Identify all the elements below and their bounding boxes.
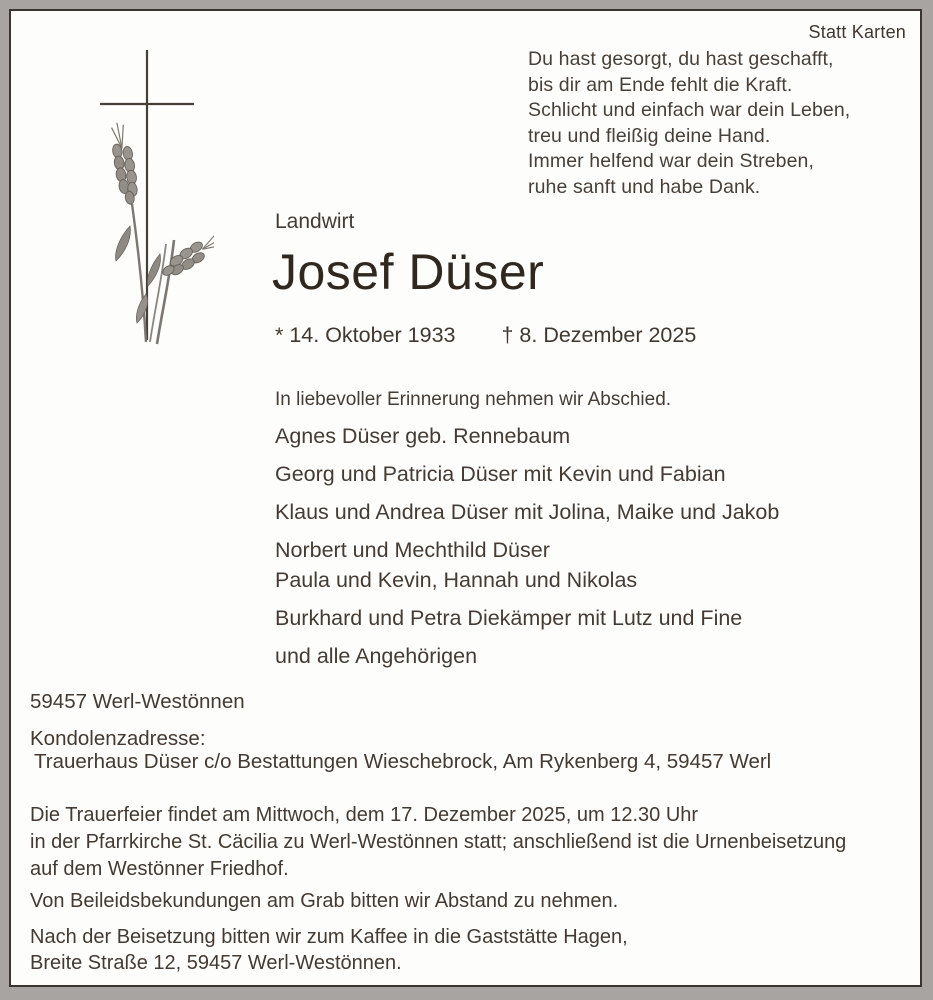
life-dates <box>275 323 696 348</box>
mourner-line: Burkhard und Petra Diekämper mit Lutz und Fine <box>275 606 743 630</box>
profession-label: Landwirt <box>275 210 355 233</box>
condolence-address: Trauerhaus Düser c/o Bestattungen Wieschebrock, Am Rykenberg 4, 59457 Werl <box>34 750 772 773</box>
mourner-line: Klaus und Andrea Düser mit Jolina, Maike und Jakob <box>275 500 780 524</box>
mourner-line: und alle Angehörigen <box>275 644 478 668</box>
poem-line: Du hast gesorgt, du hast geschafft, <box>528 48 834 70</box>
mourner-line: Paula und Kevin, Hannah und Nikolas <box>275 568 638 592</box>
grave-condolence-note: Von Beileidsbekundungen am Grab bitten wir Abstand zu nehmen. <box>30 890 619 912</box>
statt-karten-note: Statt Karten <box>808 22 906 42</box>
farewell-line: In liebevoller Erinnerung nehmen wir Abschied. <box>275 389 672 410</box>
mourner-line: Agnes Düser geb. Rennebaum <box>275 424 571 448</box>
poem-line: bis dir am Ende fehlt die Kraft. <box>528 73 793 96</box>
poem-line: ruhe sanft und habe Dank. <box>528 175 761 198</box>
mourner-line: Georg und Patricia Düser mit Kevin und Fabian <box>275 462 726 486</box>
death-date: † 8. Dezember 2025 <box>501 323 697 347</box>
poem-line: Immer helfend war dein Streben, <box>528 150 814 173</box>
service-line: in der Pfarrkirche St. Cäcilia zu Werl-Westönnen statt; anschließend ist die Urnenbeisetzung <box>30 831 847 853</box>
poem-line: treu und fleißig deine Hand. <box>528 124 771 147</box>
coffee-line: Breite Straße 12, 59457 Werl-Westönnen. <box>30 952 402 974</box>
service-line: auf dem Westönner Friedhof. <box>30 858 289 880</box>
birth-date: * 14. Oktober 1933 <box>275 323 456 347</box>
memorial-poem <box>528 47 850 201</box>
city-line: 59457 Werl-Westönnen <box>30 690 245 713</box>
coffee-invitation <box>30 924 628 976</box>
poem-line: Schlicht und einfach war dein Leben, <box>528 99 851 122</box>
obituary-notice <box>9 9 922 987</box>
mourner-line: Norbert und Mechthild Düser <box>275 538 550 562</box>
condolence-address-label: Kondolenzadresse: <box>30 727 206 750</box>
cross-and-wheat-icon <box>88 42 214 360</box>
service-line: Die Trauerfeier findet am Mittwoch, dem 17. Dezember 2025, um 12.30 Uhr <box>30 804 699 826</box>
funeral-service-info <box>30 802 846 883</box>
coffee-line: Nach der Beisetzung bitten wir zum Kaffee in die Gaststätte Hagen, <box>30 926 628 948</box>
deceased-name: Josef Düser <box>272 244 545 300</box>
